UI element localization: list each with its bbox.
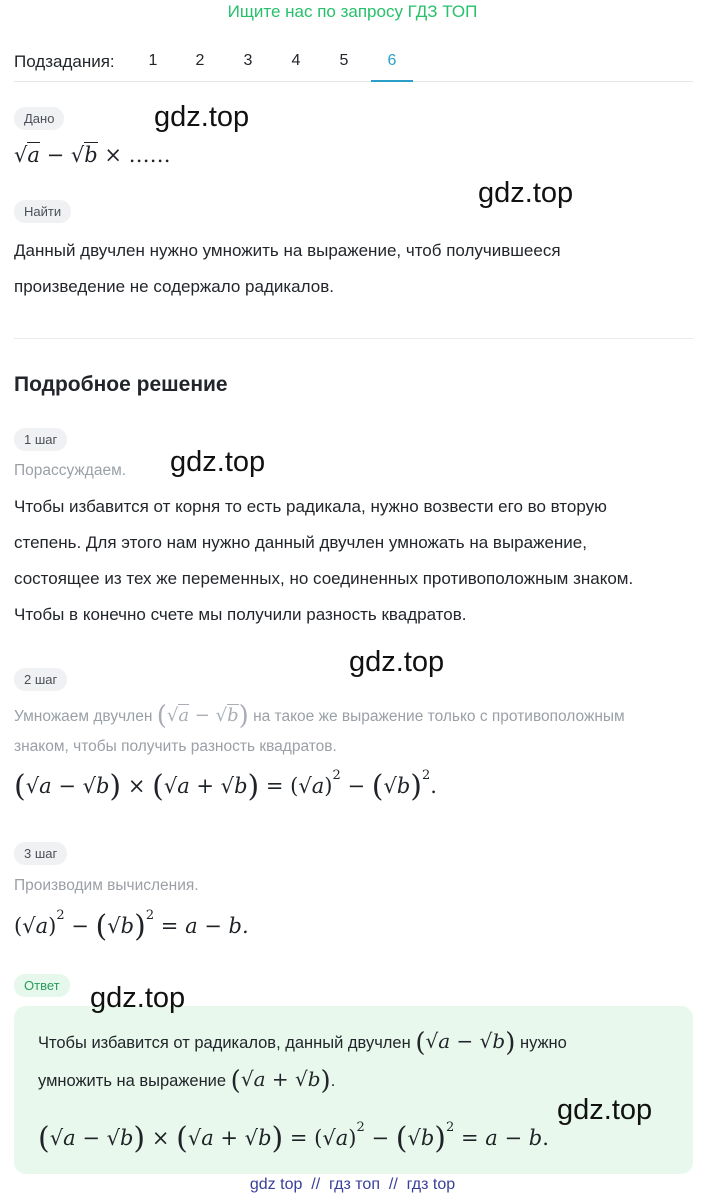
step3-result: = a − b. (160, 914, 249, 938)
tab-subtask-2[interactable]: 2 (195, 52, 205, 69)
step1-pill: 1 шаг (14, 428, 67, 451)
tab-subtask-1[interactable]: 1 (148, 52, 158, 69)
solution-title: Подробное решение (14, 373, 228, 396)
find-line-2: произведение не содержало радикалов. (14, 277, 334, 296)
step3-intro: Производим вычисления. (14, 877, 199, 894)
step1-line-4: Чтобы в конечно счете мы получили разность квадратов. (14, 605, 467, 624)
watermark: gdz.top (557, 1094, 653, 1126)
answer-box (14, 1006, 693, 1174)
footer-links[interactable]: gdz top // гдз топ // гдз top (249, 1176, 456, 1193)
tab-subtask-3[interactable]: 3 (243, 52, 253, 69)
step2-line-1: Умножаем двучлен (√a − √b) на такое же выражение только с противоположным (14, 701, 625, 731)
given-expression-tail: × …… (104, 143, 171, 167)
answer-line-2: умножить на выражение (√a + √b). (38, 1066, 336, 1096)
answer-line-1-pre: Чтобы избавится от радикалов, данный двучлен (38, 1034, 411, 1052)
given-pill: Дано (14, 107, 64, 130)
answer-line-2-post: . (330, 1072, 336, 1090)
watermark: gdz.top (478, 177, 574, 209)
tab-subtask-6[interactable]: 6 (371, 52, 413, 82)
subtasks-label: Подзадания: (14, 52, 115, 71)
watermark: gdz.top (154, 101, 250, 133)
watermark: gdz.top (349, 646, 445, 678)
tab-subtask-5[interactable]: 5 (339, 52, 349, 69)
subtasks-nav (14, 44, 693, 82)
find-pill: Найти (14, 200, 71, 223)
find-line-1: Данный двучлен нужно умножить на выражение, чтоб получившееся (14, 241, 561, 260)
given-expression: √a − √b × …… (14, 143, 171, 167)
step1-line-1: Чтобы избавится от корня то есть радикала, нужно возвести его во вторую (14, 497, 607, 516)
step3-pill: 3 шаг (14, 842, 67, 865)
step2-formula: $(√a - √b) \times (√a + √b) = (√a)^2 - (√b)^2$. (14, 768, 437, 804)
search-banner: Ищите нас по запросу ГДЗ ТОП (227, 2, 478, 21)
answer-line-2-pre: умножить на выражение (38, 1072, 227, 1090)
divider (14, 338, 693, 339)
tab-subtask-4[interactable]: 4 (291, 52, 301, 69)
step1-intro: Порассуждаем. (14, 462, 127, 479)
step2-line-2: знаком, чтобы получить разность квадратов. (14, 738, 337, 755)
step3-formula: $(√a)^2 - (√b)^2 = a - b$. (14, 908, 249, 944)
answer-pill: Ответ (14, 974, 70, 997)
step2-pill: 2 шаг (14, 668, 67, 691)
step2-line-1-pre: Умножаем двучлен (14, 708, 153, 725)
answer-line-1: Чтобы избавится от радикалов, данный двучлен (√a − √b) нужно (38, 1028, 567, 1058)
step1-line-3: состоящее из тех же переменных, но соединенных противоположным знаком. (14, 569, 634, 588)
watermark: gdz.top (90, 982, 186, 1014)
step1-line-2: степень. Для этого нам нужно данный двучлен умножать на выражение, (14, 533, 587, 552)
answer-line-1-post: нужно (519, 1034, 567, 1052)
watermark: gdz.top (170, 446, 266, 478)
step2-line-1-post: на такое же выражение только с противоположным (253, 708, 625, 725)
answer-formula: $(√a - √b) \times (√a + √b) = (√a)^2 - (√b)^2 = a - b$. (38, 1120, 549, 1156)
